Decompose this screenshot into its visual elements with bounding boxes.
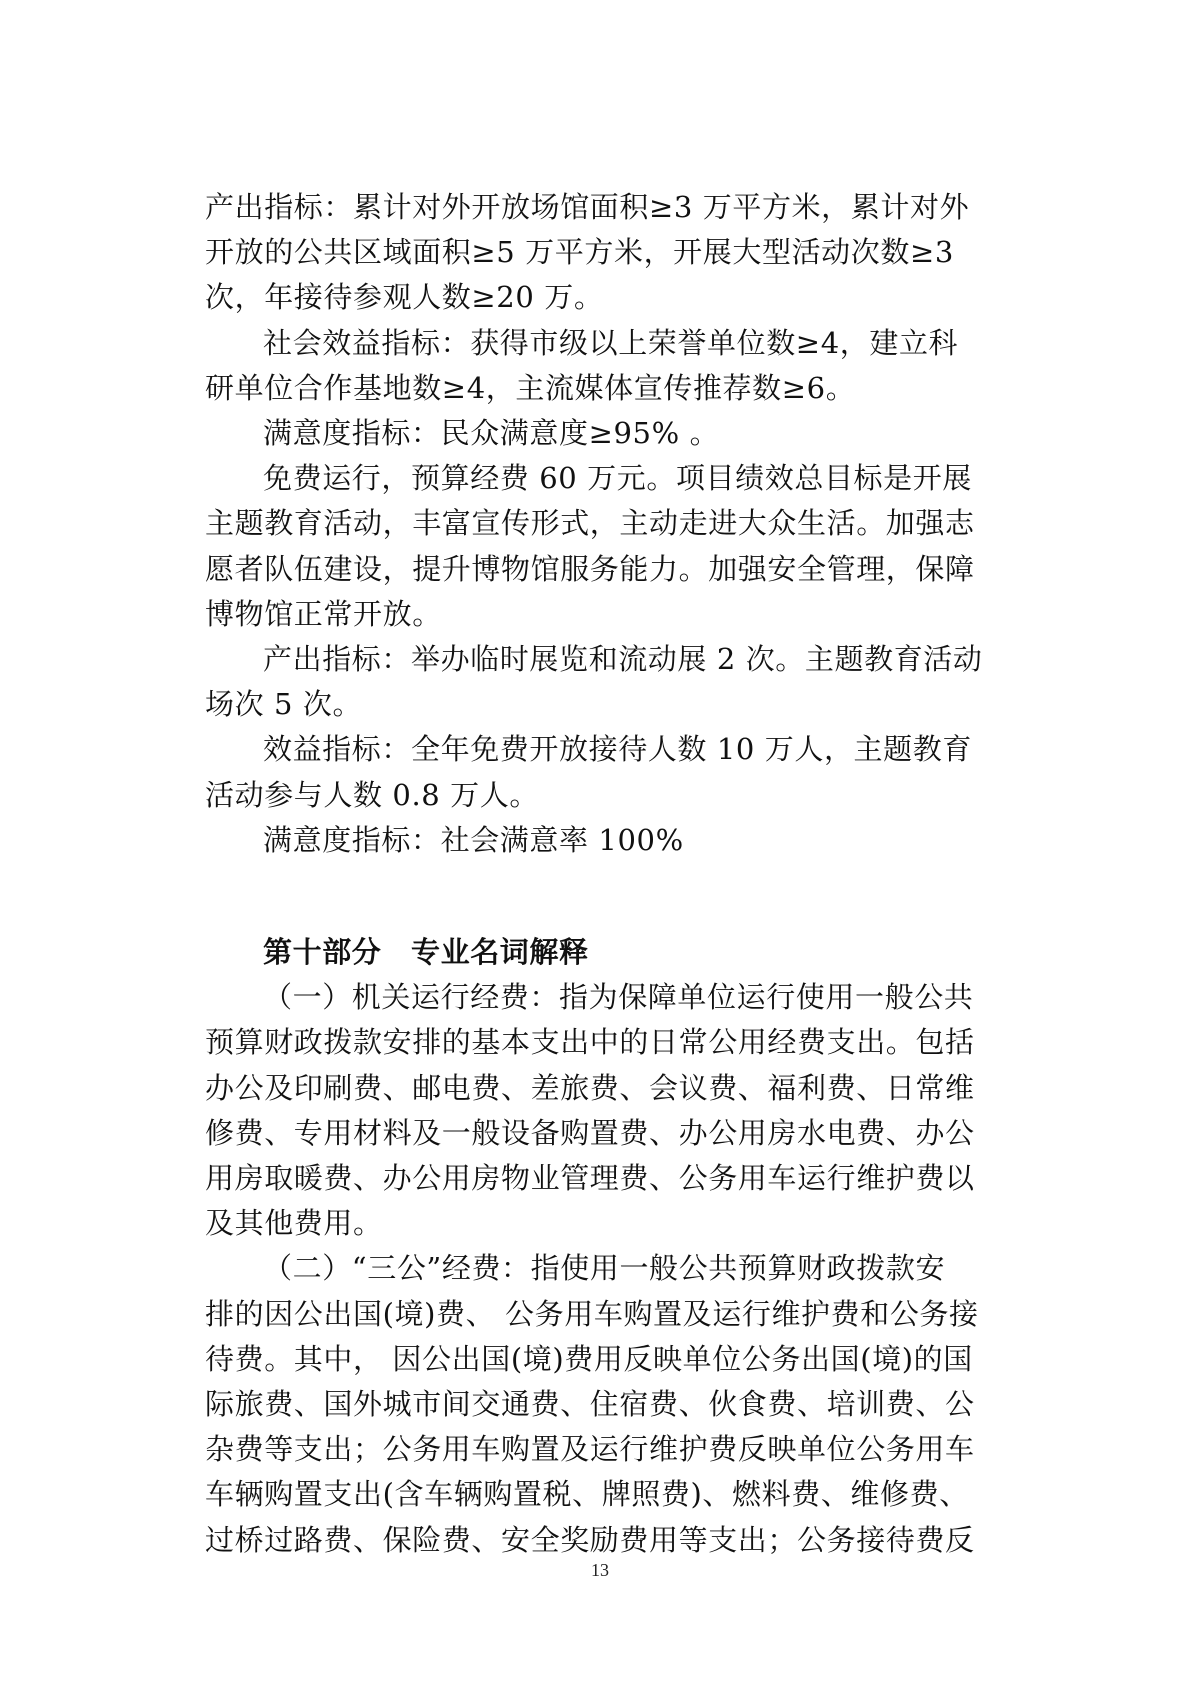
satisfaction-indicators-paragraph-2: 满意度指标：社会满意率 100% bbox=[263, 822, 684, 857]
glossary-section bbox=[205, 930, 1005, 1563]
output-indicators-paragraph-2: 产出指标：举办临时展览和流动展 2 次。主题教育活动 场次 5 次。 bbox=[205, 642, 983, 722]
performance-indicators-section bbox=[205, 185, 1005, 863]
social-benefit-indicators-paragraph: 社会效益指标：获得市级以上荣誉单位数≥4，建立科 研单位合作基地数≥4，主流媒体宣传推荐数≥6。 bbox=[205, 325, 959, 405]
glossary-item-three-public-expenses: （二）“三公”经费：指使用一般公共预算财政拨款安 排的因公出国(境)费、 公务用车购置及运行维护费和公务接 待费。其中， 因公出国(境)费用反映单位公务出国(境)的国 际旅费、国外城市间交通费、住宿费、伙食费、培训费、公 杂费等支出；公务用车购置及运行维护费反映单位公务用车 车辆购置支出(含车辆购置税、牌照费)、燃料费、维修费、 过桥过路费、保险费、安全奖励费用等支出；公务接待费反 bbox=[205, 1251, 979, 1557]
glossary-item-operating-expenses: （一）机关运行经费：指为保障单位运行使用一般公共 预算财政拨款安排的基本支出中的日常公用经费支出。包括 办公及印刷费、邮电费、差旅费、会议费、福利费、日常维 修费、专用材料及一般设备购置费、办公用房水电费、办公 用房取暖费、办公用房物业管理费、公务用车运行维护费以 及其他费用。 bbox=[205, 980, 975, 1241]
page-number: 13 bbox=[591, 1560, 609, 1580]
free-operation-paragraph: 免费运行，预算经费 60 万元。项目绩效总目标是开展 主题教育活动，丰富宣传形式，主动走进大众生活。加强志 愿者队伍建设，提升博物馆服务能力。加强安全管理，保障 博物馆正常开放。 bbox=[205, 461, 975, 631]
satisfaction-indicators-paragraph: 满意度指标：民众满意度≥95% 。 bbox=[263, 416, 720, 451]
output-indicators-paragraph: 产出指标：累计对外开放场馆面积≥3 万平方米，累计对外 开放的公共区域面积≥5 万平方米，开展大型活动次数≥3 次，年接待参观人数≥20 万。 bbox=[205, 190, 970, 315]
section-heading: 第十部分 专业名词解释 bbox=[263, 935, 589, 969]
benefit-indicators-paragraph: 效益指标：全年免费开放接待人数 10 万人，主题教育 活动参与人数 0.8 万人。 bbox=[205, 732, 972, 812]
